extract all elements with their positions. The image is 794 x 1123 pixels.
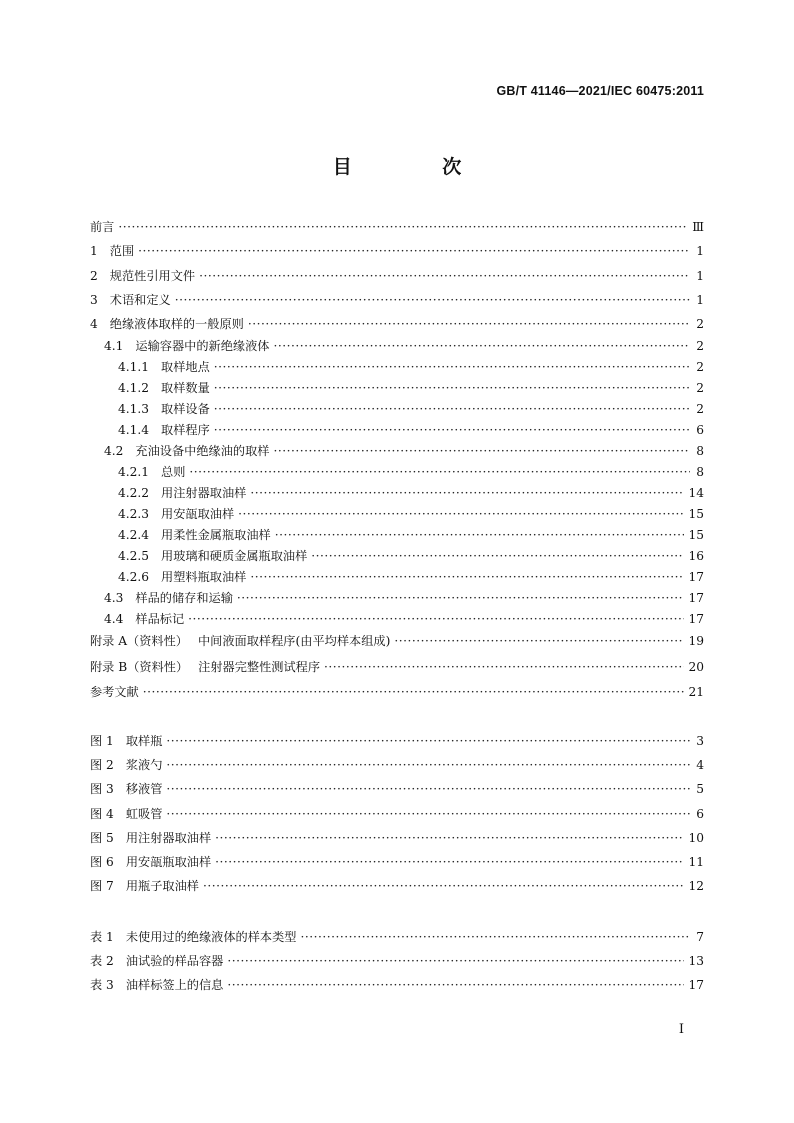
toc-entry[interactable] xyxy=(90,683,704,701)
figure-entry-title xyxy=(90,780,162,798)
figure-entry-page: 10 xyxy=(688,831,704,845)
figure-entry-number: 图 6 xyxy=(90,855,114,869)
dot-leader xyxy=(166,780,690,798)
toc-entry-page: 21 xyxy=(688,685,704,699)
toc-entry[interactable] xyxy=(90,526,704,544)
toc-entry-number: 4.2.5 xyxy=(118,549,150,563)
figure-entry-page: 5 xyxy=(696,782,704,796)
dot-leader xyxy=(273,442,690,460)
table-entry-number: 表 1 xyxy=(90,930,114,944)
toc-entry-title xyxy=(104,589,233,607)
figure-entry-label: 移液管 xyxy=(125,782,163,796)
toc-entry-page: 16 xyxy=(688,549,704,563)
table-entry-title xyxy=(90,928,296,946)
toc-entry-label: 注射器完整性测试程序 xyxy=(198,660,321,674)
dot-leader xyxy=(394,632,684,650)
toc-entry[interactable] xyxy=(90,218,704,236)
toc-entry-title xyxy=(118,526,271,544)
dot-leader xyxy=(166,732,690,750)
dot-leader xyxy=(324,658,684,676)
toc-entry-page: 2 xyxy=(696,360,704,374)
toc-entry-number: 2 xyxy=(90,269,98,283)
toc-entry[interactable] xyxy=(90,442,704,460)
toc-entry-label: 用安瓿取油样 xyxy=(161,507,235,521)
dot-leader xyxy=(227,976,684,994)
dot-leader xyxy=(214,421,690,439)
toc-entry-number: 4.2.3 xyxy=(118,507,150,521)
toc-entry-title xyxy=(90,218,114,236)
toc-entry-title xyxy=(118,484,246,502)
toc-entry-title xyxy=(118,358,210,376)
toc-entry-page: 17 xyxy=(688,612,704,626)
toc-entry-page: 6 xyxy=(696,423,704,437)
figure-entry-page: 4 xyxy=(696,758,704,772)
dot-leader xyxy=(166,805,690,823)
toc-entry-label: 取样程序 xyxy=(161,423,210,437)
toc-entry-page: 8 xyxy=(696,444,704,458)
dot-leader xyxy=(300,928,690,946)
toc-entry-number: 4.4 xyxy=(104,612,124,626)
toc-entry-label: 运输容器中的新绝缘液体 xyxy=(135,339,270,353)
toc-entry-number: 4 xyxy=(90,317,98,331)
toc-entry-number: 附录 B（资料性） xyxy=(90,660,189,674)
toc-entry-title xyxy=(118,379,210,397)
dot-leader xyxy=(215,853,684,871)
toc-entry[interactable] xyxy=(90,589,704,607)
figure-entry-title xyxy=(90,732,162,750)
toc-entry-title xyxy=(118,547,307,565)
table-entry[interactable] xyxy=(90,976,704,994)
figure-entry-page: 12 xyxy=(688,879,704,893)
table-entry-page: 7 xyxy=(696,930,704,944)
toc-entry-number: 4.2.4 xyxy=(118,528,150,542)
toc-entry-number: 4.2.6 xyxy=(118,570,150,584)
figure-entry-number: 图 2 xyxy=(90,758,114,772)
toc-entry-page: 2 xyxy=(696,402,704,416)
toc-entry[interactable] xyxy=(90,291,704,309)
figure-entry-title xyxy=(90,853,211,871)
table-entry-page: 17 xyxy=(688,978,704,992)
toc-entry[interactable] xyxy=(90,658,704,676)
dot-leader xyxy=(275,526,685,544)
toc-entry-label: 前言 xyxy=(90,220,115,234)
table-entry[interactable] xyxy=(90,952,704,970)
toc-entry-number: 附录 A（资料性） xyxy=(90,634,188,648)
dot-leader xyxy=(166,756,690,774)
toc-entry[interactable] xyxy=(90,379,704,397)
dot-leader xyxy=(237,589,685,607)
dot-leader xyxy=(214,358,690,376)
figure-entry[interactable] xyxy=(90,805,704,823)
dot-leader xyxy=(238,505,684,523)
toc-entry-label: 样品标记 xyxy=(135,612,185,626)
toc-entry-number: 4.1.4 xyxy=(118,423,150,437)
dot-leader xyxy=(143,683,685,701)
figure-entry-page: 6 xyxy=(696,807,704,821)
dot-leader xyxy=(215,829,684,847)
toc-entry-title xyxy=(90,267,195,285)
toc-entry-number: 4.2 xyxy=(104,444,124,458)
toc-entry[interactable] xyxy=(90,547,704,565)
toc-entry-label: 充油设备中绝缘油的取样 xyxy=(135,444,270,458)
table-entry-label: 未使用过的绝缘液体的样本类型 xyxy=(125,930,297,944)
dot-leader xyxy=(175,291,690,309)
figure-entry-title xyxy=(90,805,162,823)
dot-leader xyxy=(138,242,690,260)
figure-entry-title xyxy=(90,829,211,847)
standard-number: GB/T 41146—2021/IEC 60475:2011 xyxy=(496,84,704,98)
toc-entry-page: 1 xyxy=(696,293,704,307)
toc-entry-label: 中间液面取样程序(由平均样本组成) xyxy=(198,634,391,648)
toc-entry-label: 绝缘液体取样的一般原则 xyxy=(109,317,244,331)
toc-entry-title xyxy=(90,658,320,676)
toc-entry-page: Ⅲ xyxy=(692,220,704,234)
toc-entry-number: 4.1 xyxy=(104,339,124,353)
toc-entry-label: 用注射器取油样 xyxy=(161,486,247,500)
dot-leader xyxy=(203,877,685,895)
table-entry-number: 表 2 xyxy=(90,954,114,968)
toc-entry-page: 2 xyxy=(696,339,704,353)
toc-entry-label: 取样地点 xyxy=(161,360,210,374)
dot-leader xyxy=(250,568,684,586)
toc-entry-page: 17 xyxy=(688,570,704,584)
dot-leader xyxy=(311,547,684,565)
figure-entry-label: 用瓶子取油样 xyxy=(125,879,199,893)
toc-entry[interactable] xyxy=(90,421,704,439)
toc-entry[interactable] xyxy=(90,632,704,650)
dot-leader xyxy=(189,463,690,481)
toc-entry-label: 用玻璃和硬质金属瓶取油样 xyxy=(161,549,308,563)
page-title: 目 次 xyxy=(332,156,504,178)
toc-entry-title xyxy=(118,568,246,586)
toc-entry-page: 2 xyxy=(696,317,704,331)
table-entry-page: 13 xyxy=(688,954,704,968)
toc-entry-number: 4.1.3 xyxy=(118,402,150,416)
toc-entry-label: 总则 xyxy=(161,465,186,479)
toc-entry-page: 2 xyxy=(696,381,704,395)
toc-entry-number: 4.2.1 xyxy=(118,465,150,479)
toc-entry-title xyxy=(90,242,134,260)
toc-entry[interactable] xyxy=(90,610,704,628)
toc-entry-title xyxy=(104,610,184,628)
toc-entry-label: 规范性引用文件 xyxy=(109,269,196,283)
figure-entry[interactable] xyxy=(90,732,704,750)
toc-entry-label: 用柔性金属瓶取油样 xyxy=(161,528,271,542)
toc-entry-label: 取样数量 xyxy=(161,381,210,395)
toc-entry-title xyxy=(90,291,171,309)
toc-entry-number: 3 xyxy=(90,293,98,307)
toc-entry-page: 19 xyxy=(688,634,704,648)
figure-entry-label: 虹吸管 xyxy=(125,807,163,821)
toc-entry-title xyxy=(90,315,244,333)
toc-entry-label: 用塑料瓶取油样 xyxy=(161,570,247,584)
table-entry-title xyxy=(90,952,223,970)
table-entry-label: 油样标签上的信息 xyxy=(125,978,224,992)
toc-entry-label: 术语和定义 xyxy=(109,293,171,307)
dot-leader xyxy=(214,400,690,418)
dot-leader xyxy=(118,218,688,236)
toc-entry-label: 取样设备 xyxy=(161,402,210,416)
toc-entry-page: 14 xyxy=(688,486,704,500)
toc-entry-title xyxy=(90,632,390,650)
table-entry-label: 油试验的样品容器 xyxy=(125,954,224,968)
toc-entry-page: 15 xyxy=(688,528,704,542)
toc-entry-page: 1 xyxy=(696,244,704,258)
figure-entry-label: 用注射器取油样 xyxy=(125,831,212,845)
dot-leader xyxy=(227,952,684,970)
toc-entry[interactable] xyxy=(90,267,704,285)
toc-entry-title xyxy=(118,400,210,418)
figure-entry-number: 图 4 xyxy=(90,807,114,821)
toc-entry[interactable] xyxy=(90,337,704,355)
dot-leader xyxy=(199,267,690,285)
toc-entry-title xyxy=(118,421,210,439)
toc-entry[interactable] xyxy=(90,505,704,523)
figure-entry-label: 取样瓶 xyxy=(125,734,163,748)
toc-entry[interactable] xyxy=(90,568,704,586)
toc-entry-number: 4.3 xyxy=(104,591,124,605)
table-entry[interactable] xyxy=(90,928,704,946)
dot-leader xyxy=(273,337,690,355)
dot-leader xyxy=(250,484,684,502)
toc-entry-page: 1 xyxy=(696,269,704,283)
toc-entry-number: 4.1.2 xyxy=(118,381,150,395)
toc-entry-page: 20 xyxy=(688,660,704,674)
figure-entry-page: 11 xyxy=(688,855,704,869)
figure-entry-number: 图 5 xyxy=(90,831,114,845)
toc-entry[interactable] xyxy=(90,400,704,418)
toc-entry-page: 17 xyxy=(688,591,704,605)
figure-entry-number: 图 3 xyxy=(90,782,114,796)
page-number: I xyxy=(678,1022,684,1037)
dot-leader xyxy=(248,315,690,333)
toc-entry-label: 样品的储存和运输 xyxy=(135,591,233,605)
toc-entry-title xyxy=(118,463,185,481)
figure-entry[interactable] xyxy=(90,877,704,895)
toc-entry[interactable] xyxy=(90,315,704,333)
toc-entry[interactable] xyxy=(90,463,704,481)
toc-entry-title xyxy=(118,505,234,523)
toc-entry-page: 15 xyxy=(688,507,704,521)
toc-entry-label: 范围 xyxy=(109,244,135,258)
figure-entry-title xyxy=(90,877,199,895)
table-entry-number: 表 3 xyxy=(90,978,114,992)
figure-entry-title xyxy=(90,756,162,774)
figure-entry-page: 3 xyxy=(696,734,704,748)
figure-entry-label: 用安瓿瓶取油样 xyxy=(125,855,212,869)
figure-entry[interactable] xyxy=(90,756,704,774)
figure-entry[interactable] xyxy=(90,829,704,847)
dot-leader xyxy=(214,379,690,397)
figure-entry[interactable] xyxy=(90,780,704,798)
figure-entry-number: 图 1 xyxy=(90,734,114,748)
table-entry-title xyxy=(90,976,223,994)
toc-entry-number: 4.1.1 xyxy=(118,360,150,374)
toc-entry-label: 参考文献 xyxy=(90,685,139,699)
toc-entry[interactable] xyxy=(90,242,704,260)
toc-entry[interactable] xyxy=(90,358,704,376)
figure-entry-number: 图 7 xyxy=(90,879,114,893)
figure-entry[interactable] xyxy=(90,853,704,871)
toc-entry-number: 4.2.2 xyxy=(118,486,150,500)
toc-entry-number: 1 xyxy=(90,244,98,258)
toc-entry-title xyxy=(104,442,269,460)
toc-entry-title xyxy=(104,337,269,355)
toc-entry-page: 8 xyxy=(696,465,704,479)
figure-entry-label: 浆液勺 xyxy=(125,758,163,772)
toc-entry[interactable] xyxy=(90,484,704,502)
toc-entry-title xyxy=(90,683,139,701)
dot-leader xyxy=(188,610,684,628)
